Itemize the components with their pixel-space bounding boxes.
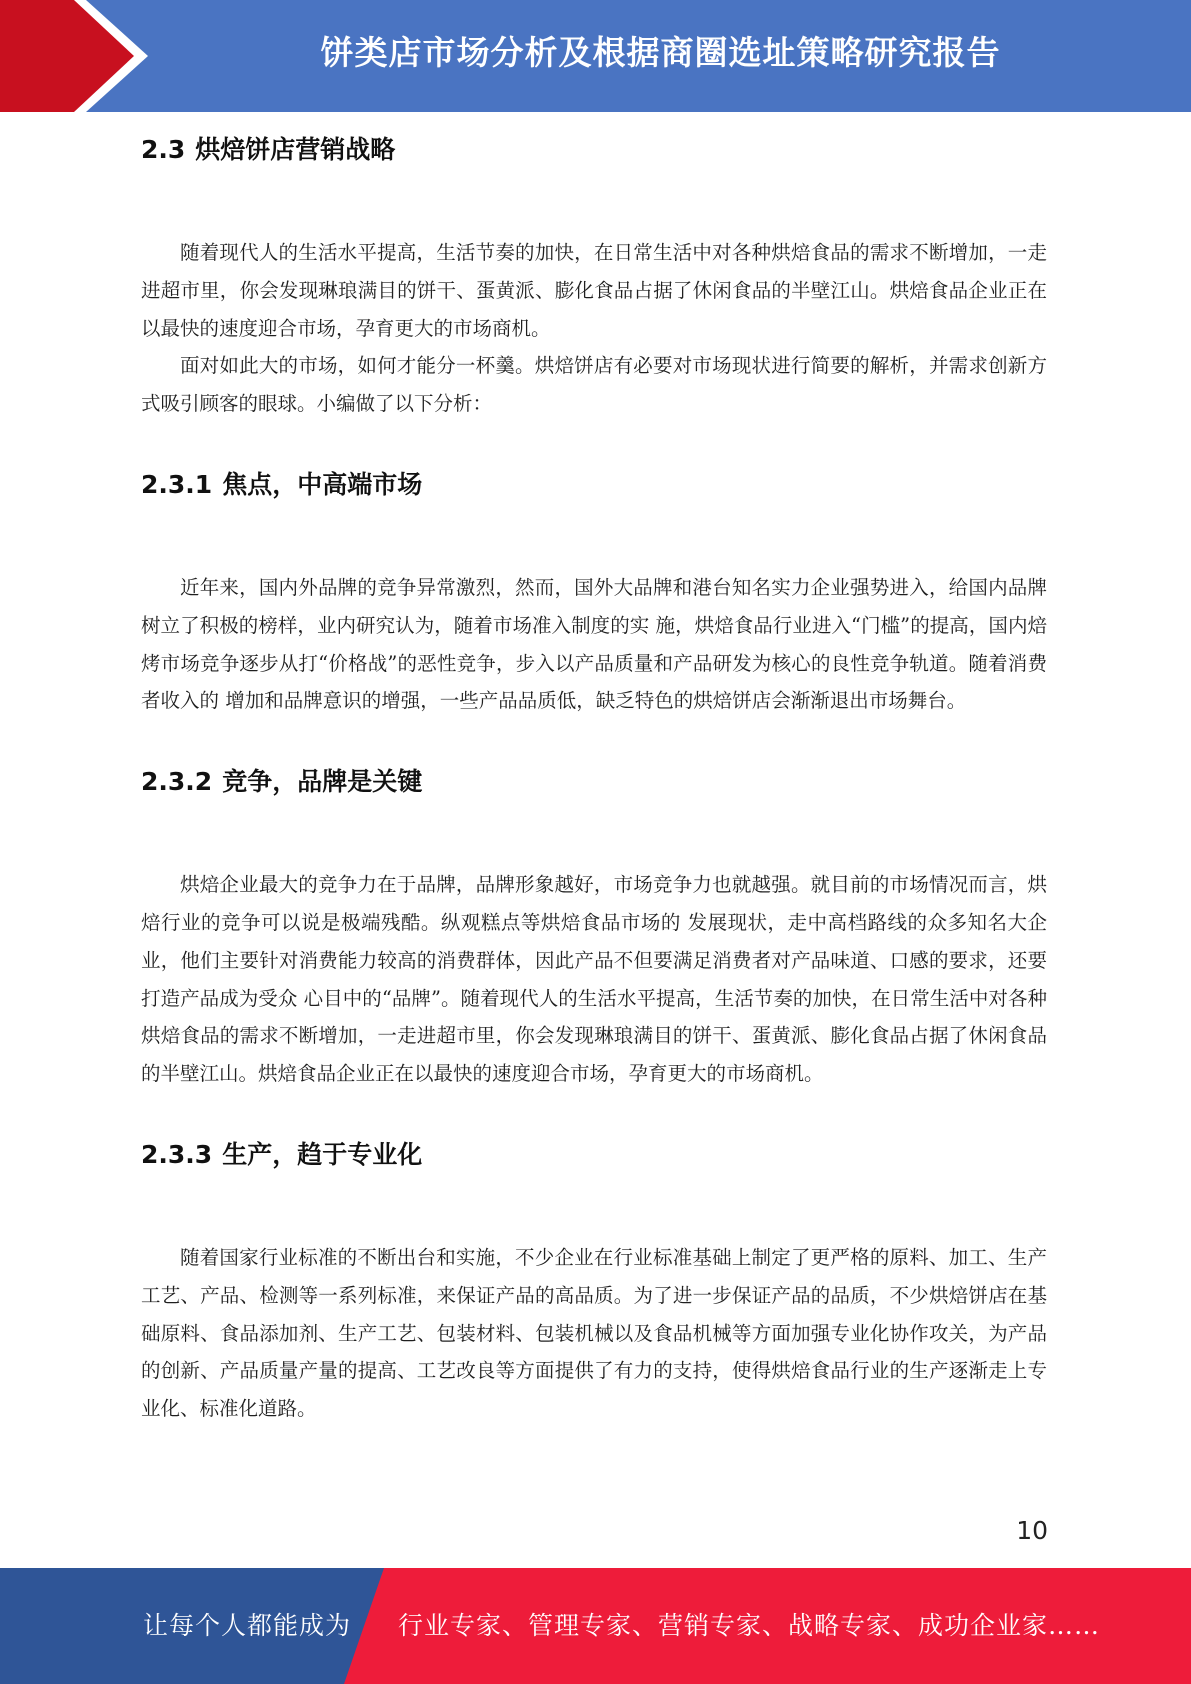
spacer: [141, 1093, 1047, 1125]
section-number: 2.3: [141, 135, 186, 164]
subsection-heading: [141, 455, 1047, 515]
section-title: 烘焙饼店营销战略: [195, 135, 396, 164]
page-number: 10: [1016, 1516, 1048, 1545]
subsection-number: 2.3.1: [141, 469, 213, 499]
footer-slogan-right: 行业专家、管理专家、营销专家、战略专家、成功企业家……: [398, 1611, 1101, 1640]
spacer: [141, 423, 1047, 455]
subsection-title: 焦点，中高端市场: [222, 469, 423, 499]
page-header: [0, 0, 1191, 112]
section-heading: [141, 120, 1047, 180]
spacer: [141, 720, 1047, 752]
subsection-number: 2.3.2: [141, 767, 213, 797]
red-chevron-decoration: [0, 0, 160, 112]
paragraph: 近年来，国内外品牌的竞争异常激烈，然而，国外大品牌和港台知名实力企业强势进入，给国内品牌树立了积极的榜样，业内研究认为，随着市场准入制度的实 施，烘焙食品行业进入“门槛”的提高，国内焙烤市场竞争逐步从打“价格战”的恶性竞争，步入以产品质量和产品研发为核心的良性竞争轨道。随着消费者收入的 增加和品牌意识的增强，一些产品品质低，缺乏特色的烘焙饼店会渐渐退出市场舞台。: [141, 575, 1047, 713]
page-footer: [0, 1568, 1191, 1684]
spacer: [141, 1185, 1047, 1239]
document-body: [141, 112, 1047, 1428]
subsection-heading: [141, 752, 1047, 812]
paragraph: 烘焙企业最大的竞争力在于品牌，品牌形象越好，市场竞争力也就越强。就目前的市场情况而言，烘焙行业的竞争可以说是极端残酷。纵观糕点等烘焙食品市场的 发展现状，走中高档路线的众多知名大企业，他们主要针对消费能力较高的消费群体，因此产品不但要满足消费者对产品味道、口感的要求，还要打造产品成为受众 心目中的“品牌”。随着现代人的生活水平提高，生活节奏的加快，在日常生活中对各种烘焙食品的需求不断增加，一走进超市里，你会发现琳琅满目的饼干、蛋黄派、膨化食品占据了休闲食品的半壁江山。烘焙食品企业正在以最快的速度迎合市场，孕育更大的市场商机。: [141, 873, 1047, 1086]
paragraph: 随着现代人的生活水平提高，生活节奏的加快，在日常生活中对各种烘焙食品的需求不断增加，一走进超市里，你会发现琳琅满目的饼干、蛋黄派、膨化食品占据了休闲食品的半壁江山。烘焙食品企业正在以最快的速度迎合市场，孕育更大的市场商机。: [141, 241, 1047, 340]
spacer: [141, 812, 1047, 866]
report-title: 饼类店市场分析及根据商圈选址策略研究报告: [320, 33, 1001, 72]
footer-slogan-left: 让每个人都能成为: [143, 1611, 352, 1640]
spacer: [141, 515, 1047, 569]
paragraph: 随着国家行业标准的不断出台和实施，不少企业在行业标准基础上制定了更严格的原料、加工、生产工艺、产品、检测等一系列标准，来保证产品的高品质。为了进一步保证产品的品质，不少烘焙饼店在基础原料、食品添加剂、生产工艺、包装材料、包装机械以及食品机械等方面加强专业化协作攻关，为产品的创新、产品质量产量的提高、工艺改良等方面提供了有力的支持，使得烘焙食品行业的生产逐渐走上专业化、标准化道路。: [141, 1245, 1047, 1421]
subsection-heading: [141, 1125, 1047, 1185]
paragraph: 面对如此大的市场，如何才能分一杯羹。烘焙饼店有必要对市场现状进行简要的解析，并需求创新方式吸引顾客的眼球。小编做了以下分析：: [141, 354, 1047, 416]
subsection-title: 竞争，品牌是关键: [222, 767, 423, 797]
subsection-title: 生产，趋于专业化: [222, 1139, 423, 1169]
spacer: [141, 180, 1047, 234]
subsection-number: 2.3.3: [141, 1139, 213, 1169]
